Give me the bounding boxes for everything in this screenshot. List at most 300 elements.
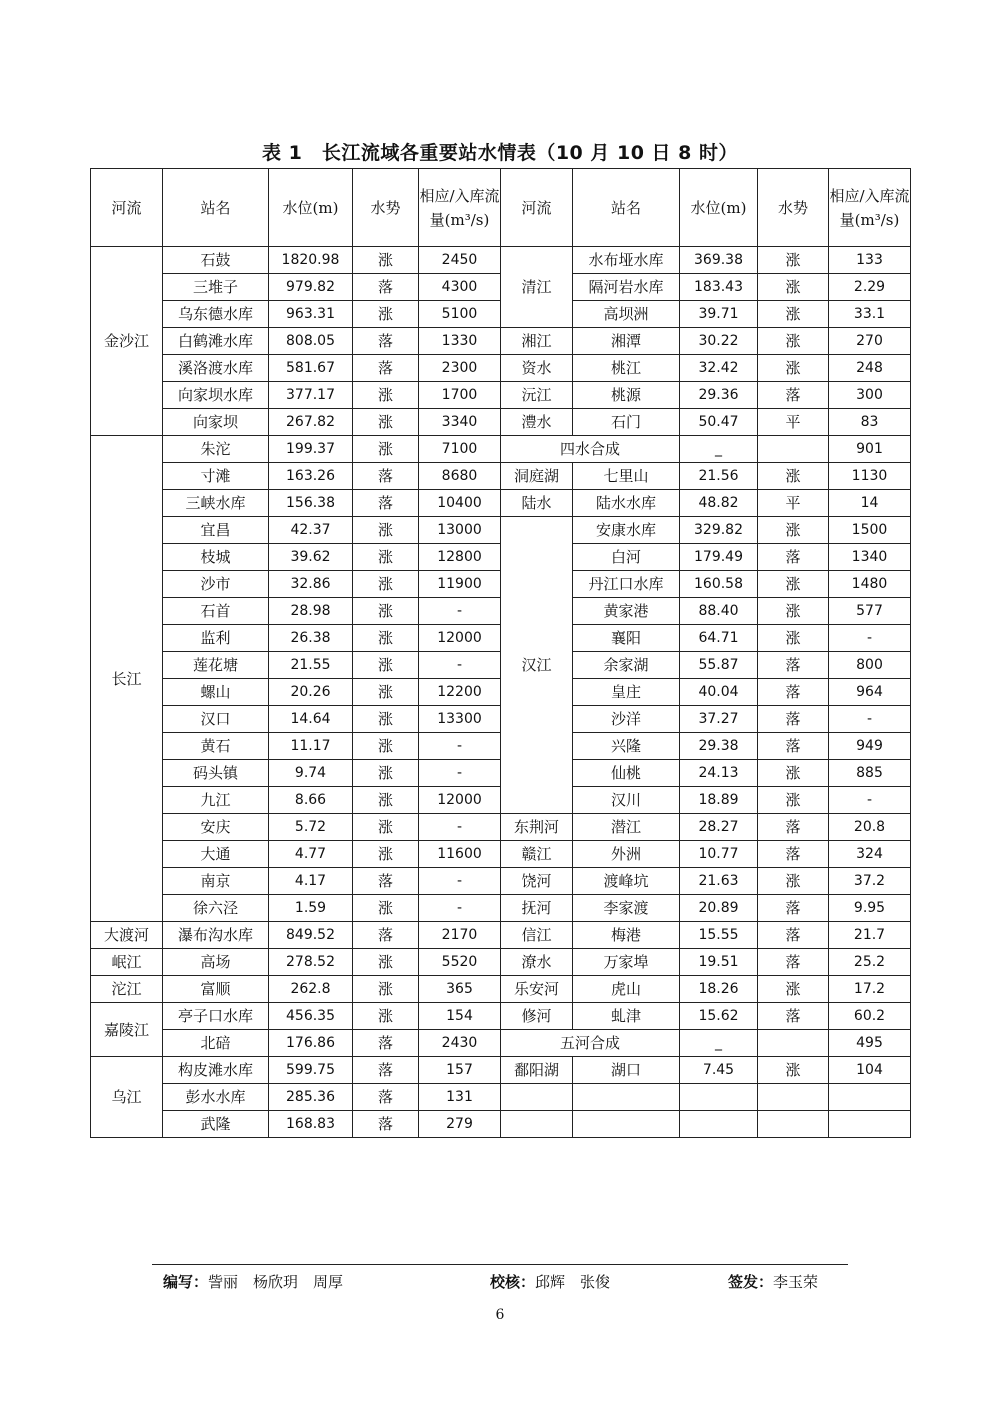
- left-level-cell: 4.77: [269, 841, 353, 868]
- footer-signer: [728, 1271, 818, 1292]
- left-station-cell: 沙市: [163, 571, 269, 598]
- right-flow-cell: 495: [829, 1030, 911, 1057]
- page-number: 6: [495, 1307, 505, 1323]
- left-flow-cell: 3340: [419, 409, 501, 436]
- right-flow-cell: 21.7: [829, 922, 911, 949]
- left-trend-cell: 涨: [353, 679, 419, 706]
- right-river-cell: 陆水: [501, 490, 573, 517]
- left-level-cell: 849.52: [269, 922, 353, 949]
- left-trend-cell: 落: [353, 355, 419, 382]
- check-label: 校核：: [490, 1273, 536, 1291]
- left-station-cell: 彭水水库: [163, 1084, 269, 1111]
- right-level-cell: 15.55: [680, 922, 758, 949]
- right-trend-cell: 涨: [758, 247, 829, 274]
- right-level-cell: 10.77: [680, 841, 758, 868]
- left-level-cell: 176.86: [269, 1030, 353, 1057]
- table-row: [91, 895, 911, 922]
- right-flow-cell: -: [829, 787, 911, 814]
- right-station-cell: 皇庄: [573, 679, 680, 706]
- right-station-cell: 余家湖: [573, 652, 680, 679]
- right-level-cell: 329.82: [680, 517, 758, 544]
- header-cell: 水势: [353, 169, 419, 247]
- left-flow-cell: 2170: [419, 922, 501, 949]
- left-flow-cell: 12000: [419, 625, 501, 652]
- right-level-cell: 48.82: [680, 490, 758, 517]
- right-trend-cell: 落: [758, 544, 829, 571]
- left-level-cell: 28.98: [269, 598, 353, 625]
- table-row: [91, 868, 911, 895]
- right-trend-cell: 落: [758, 679, 829, 706]
- right-level-cell: 29.36: [680, 382, 758, 409]
- left-flow-cell: 13000: [419, 517, 501, 544]
- left-flow-cell: -: [419, 760, 501, 787]
- table-row: [91, 1084, 911, 1111]
- right-station-cell: 湖口: [573, 1057, 680, 1084]
- right-empty-cell: [829, 1084, 911, 1111]
- right-trend-cell: 涨: [758, 328, 829, 355]
- water-regime-table: [90, 168, 911, 1138]
- right-flow-cell: 1480: [829, 571, 911, 598]
- right-flow-cell: 324: [829, 841, 911, 868]
- left-level-cell: 21.55: [269, 652, 353, 679]
- right-level-cell: 55.87: [680, 652, 758, 679]
- right-combined-label-cell: 五河合成: [501, 1030, 680, 1057]
- left-trend-cell: 涨: [353, 625, 419, 652]
- left-station-cell: 大通: [163, 841, 269, 868]
- left-level-cell: 278.52: [269, 949, 353, 976]
- right-station-cell: 石门: [573, 409, 680, 436]
- right-level-cell: 39.71: [680, 301, 758, 328]
- right-river-cell: 潦水: [501, 949, 573, 976]
- header-cell: 河流: [91, 169, 163, 247]
- right-level-cell: 19.51: [680, 949, 758, 976]
- left-trend-cell: 落: [353, 922, 419, 949]
- left-station-cell: 朱沱: [163, 436, 269, 463]
- left-station-cell: 北碚: [163, 1030, 269, 1057]
- right-trend-cell: 涨: [758, 274, 829, 301]
- right-trend-cell: 涨: [758, 760, 829, 787]
- left-station-cell: 富顺: [163, 976, 269, 1003]
- right-level-cell: 29.38: [680, 733, 758, 760]
- left-station-cell: 构皮滩水库: [163, 1057, 269, 1084]
- left-level-cell: 14.64: [269, 706, 353, 733]
- left-trend-cell: 涨: [353, 841, 419, 868]
- left-level-cell: 163.26: [269, 463, 353, 490]
- header-row: [91, 169, 911, 247]
- left-flow-cell: -: [419, 814, 501, 841]
- right-flow-cell: 949: [829, 733, 911, 760]
- left-trend-cell: 涨: [353, 382, 419, 409]
- right-river-cell: 鄱阳湖: [501, 1057, 573, 1084]
- left-trend-cell: 落: [353, 1111, 419, 1138]
- right-station-cell: 桃江: [573, 355, 680, 382]
- footer-writer: [163, 1271, 343, 1292]
- table-row: [91, 949, 911, 976]
- left-flow-cell: 8680: [419, 463, 501, 490]
- left-station-cell: 监利: [163, 625, 269, 652]
- left-river-cell: 长江: [91, 436, 163, 922]
- right-trend-cell: 平: [758, 490, 829, 517]
- table-row: [91, 355, 911, 382]
- left-level-cell: 156.38: [269, 490, 353, 517]
- left-trend-cell: 涨: [353, 517, 419, 544]
- left-level-cell: 8.66: [269, 787, 353, 814]
- right-trend-cell: 落: [758, 1003, 829, 1030]
- left-flow-cell: 12000: [419, 787, 501, 814]
- left-trend-cell: 落: [353, 328, 419, 355]
- right-empty-cell: [758, 1084, 829, 1111]
- right-flow-cell: 964: [829, 679, 911, 706]
- sign-names: 李玉荣: [773, 1273, 819, 1291]
- left-level-cell: 9.74: [269, 760, 353, 787]
- left-trend-cell: 落: [353, 463, 419, 490]
- table-row: [91, 1030, 911, 1057]
- right-flow-cell: 9.95: [829, 895, 911, 922]
- right-station-cell: 潜江: [573, 814, 680, 841]
- right-empty-cell: [501, 1111, 573, 1138]
- table-row: [91, 463, 911, 490]
- right-flow-cell: 83: [829, 409, 911, 436]
- left-flow-cell: -: [419, 733, 501, 760]
- right-level-cell: 21.63: [680, 868, 758, 895]
- left-river-cell: 乌江: [91, 1057, 163, 1138]
- right-flow-cell: 25.2: [829, 949, 911, 976]
- left-flow-cell: 2450: [419, 247, 501, 274]
- right-station-cell: 虎山: [573, 976, 680, 1003]
- header-cell: 水位(m): [680, 169, 758, 247]
- left-station-cell: 螺山: [163, 679, 269, 706]
- table-body: [91, 247, 911, 1138]
- left-trend-cell: 落: [353, 490, 419, 517]
- table-row: [91, 1111, 911, 1138]
- left-flow-cell: 5100: [419, 301, 501, 328]
- right-flow-cell: 2.29: [829, 274, 911, 301]
- left-station-cell: 九江: [163, 787, 269, 814]
- left-trend-cell: 落: [353, 1057, 419, 1084]
- table-title: 表 1 长江流域各重要站水情表（10 月 10 日 8 时）: [261, 142, 738, 164]
- left-flow-cell: -: [419, 598, 501, 625]
- left-station-cell: 武隆: [163, 1111, 269, 1138]
- right-level-cell: 183.43: [680, 274, 758, 301]
- left-station-cell: 向家坝水库: [163, 382, 269, 409]
- left-station-cell: 徐六泾: [163, 895, 269, 922]
- right-flow-cell: 577: [829, 598, 911, 625]
- left-station-cell: 南京: [163, 868, 269, 895]
- table-row: [91, 328, 911, 355]
- right-empty-cell: [573, 1111, 680, 1138]
- left-flow-cell: 7100: [419, 436, 501, 463]
- left-station-cell: 三峡水库: [163, 490, 269, 517]
- right-station-cell: 汉川: [573, 787, 680, 814]
- writer-names: 訾丽 杨欣玥 周厚: [208, 1273, 344, 1291]
- right-trend-cell: 涨: [758, 301, 829, 328]
- right-trend-cell: 落: [758, 814, 829, 841]
- right-station-cell: 湘潭: [573, 328, 680, 355]
- left-station-cell: 三堆子: [163, 274, 269, 301]
- left-trend-cell: 落: [353, 1084, 419, 1111]
- right-trend-cell: 涨: [758, 625, 829, 652]
- right-station-cell: 外洲: [573, 841, 680, 868]
- table-row: [91, 517, 911, 544]
- right-level-cell: 179.49: [680, 544, 758, 571]
- right-flow-cell: 104: [829, 1057, 911, 1084]
- left-level-cell: 963.31: [269, 301, 353, 328]
- left-flow-cell: -: [419, 868, 501, 895]
- left-station-cell: 安庆: [163, 814, 269, 841]
- left-station-cell: 黄石: [163, 733, 269, 760]
- left-trend-cell: 涨: [353, 1003, 419, 1030]
- right-station-cell: 陆水水库: [573, 490, 680, 517]
- table-row: [91, 1057, 911, 1084]
- left-trend-cell: 涨: [353, 787, 419, 814]
- left-trend-cell: 落: [353, 1030, 419, 1057]
- right-trend-cell: 涨: [758, 1057, 829, 1084]
- right-station-cell: 仙桃: [573, 760, 680, 787]
- right-level-cell: 28.27: [680, 814, 758, 841]
- table-row: [91, 922, 911, 949]
- right-river-cell: 洞庭湖: [501, 463, 573, 490]
- left-station-cell: 亭子口水库: [163, 1003, 269, 1030]
- right-river-cell: 赣江: [501, 841, 573, 868]
- right-combined-label-cell: 四水合成: [501, 436, 680, 463]
- table-row: [91, 382, 911, 409]
- right-trend-cell: 落: [758, 922, 829, 949]
- left-trend-cell: 涨: [353, 733, 419, 760]
- right-river-cell: 信江: [501, 922, 573, 949]
- right-flow-cell: 33.1: [829, 301, 911, 328]
- left-trend-cell: 涨: [353, 949, 419, 976]
- left-trend-cell: 涨: [353, 706, 419, 733]
- right-flow-cell: 14: [829, 490, 911, 517]
- right-level-cell: 30.22: [680, 328, 758, 355]
- left-flow-cell: 5520: [419, 949, 501, 976]
- right-station-cell: 襄阳: [573, 625, 680, 652]
- right-station-cell: 隔河岩水库: [573, 274, 680, 301]
- right-station-cell: 高坝洲: [573, 301, 680, 328]
- left-station-cell: 石鼓: [163, 247, 269, 274]
- left-level-cell: 267.82: [269, 409, 353, 436]
- left-station-cell: 白鹤滩水库: [163, 328, 269, 355]
- left-flow-cell: 131: [419, 1084, 501, 1111]
- right-flow-cell: 20.8: [829, 814, 911, 841]
- right-flow-cell: 248: [829, 355, 911, 382]
- right-trend-cell: 涨: [758, 598, 829, 625]
- right-flow-cell: 885: [829, 760, 911, 787]
- left-station-cell: 寸滩: [163, 463, 269, 490]
- right-river-cell: 乐安河: [501, 976, 573, 1003]
- table-row: [91, 1003, 911, 1030]
- right-level-cell: 369.38: [680, 247, 758, 274]
- table-row: [91, 976, 911, 1003]
- right-level-cell: 37.27: [680, 706, 758, 733]
- left-flow-cell: 1700: [419, 382, 501, 409]
- right-empty-cell: [680, 1084, 758, 1111]
- right-flow-cell: 300: [829, 382, 911, 409]
- right-station-cell: 白河: [573, 544, 680, 571]
- right-river-cell: 汉江: [501, 517, 573, 814]
- left-flow-cell: 365: [419, 976, 501, 1003]
- left-flow-cell: 11600: [419, 841, 501, 868]
- right-river-cell: 清江: [501, 247, 573, 328]
- right-river-cell: 抚河: [501, 895, 573, 922]
- writer-label: 编写：: [163, 1273, 209, 1291]
- right-flow-cell: -: [829, 706, 911, 733]
- footer: [163, 1271, 843, 1293]
- right-level-cell: 15.62: [680, 1003, 758, 1030]
- left-river-cell: 嘉陵江: [91, 1003, 163, 1057]
- right-level-cell: _: [680, 436, 758, 463]
- left-trend-cell: 涨: [353, 571, 419, 598]
- right-flow-cell: 1130: [829, 463, 911, 490]
- table-row: [91, 436, 911, 463]
- right-river-cell: 澧水: [501, 409, 573, 436]
- left-level-cell: 581.67: [269, 355, 353, 382]
- right-level-cell: _: [680, 1030, 758, 1057]
- left-trend-cell: 涨: [353, 409, 419, 436]
- left-trend-cell: 涨: [353, 301, 419, 328]
- left-station-cell: 瀑布沟水库: [163, 922, 269, 949]
- left-station-cell: 码头镇: [163, 760, 269, 787]
- left-level-cell: 11.17: [269, 733, 353, 760]
- left-trend-cell: 涨: [353, 760, 419, 787]
- right-level-cell: 7.45: [680, 1057, 758, 1084]
- left-level-cell: 199.37: [269, 436, 353, 463]
- left-flow-cell: 12200: [419, 679, 501, 706]
- left-station-cell: 高场: [163, 949, 269, 976]
- left-trend-cell: 落: [353, 868, 419, 895]
- left-station-cell: 石首: [163, 598, 269, 625]
- left-trend-cell: 涨: [353, 652, 419, 679]
- table-row: [91, 409, 911, 436]
- right-station-cell: 兴隆: [573, 733, 680, 760]
- left-level-cell: 5.72: [269, 814, 353, 841]
- right-station-cell: 梅港: [573, 922, 680, 949]
- left-trend-cell: 涨: [353, 814, 419, 841]
- right-empty-cell: [829, 1111, 911, 1138]
- right-flow-cell: 1340: [829, 544, 911, 571]
- right-trend-cell: 涨: [758, 355, 829, 382]
- right-flow-cell: -: [829, 625, 911, 652]
- left-station-cell: 宜昌: [163, 517, 269, 544]
- right-station-cell: 丹江口水库: [573, 571, 680, 598]
- left-level-cell: 168.83: [269, 1111, 353, 1138]
- right-level-cell: 24.13: [680, 760, 758, 787]
- right-flow-cell: 901: [829, 436, 911, 463]
- right-flow-cell: 37.2: [829, 868, 911, 895]
- left-station-cell: 向家坝: [163, 409, 269, 436]
- footer-checker: [490, 1271, 610, 1292]
- left-flow-cell: 12800: [419, 544, 501, 571]
- check-names: 邱辉 张俊: [535, 1273, 611, 1291]
- left-level-cell: 39.62: [269, 544, 353, 571]
- left-flow-cell: 11900: [419, 571, 501, 598]
- right-level-cell: 40.04: [680, 679, 758, 706]
- left-level-cell: 26.38: [269, 625, 353, 652]
- left-level-cell: 377.17: [269, 382, 353, 409]
- right-river-cell: 资水: [501, 355, 573, 382]
- right-level-cell: 64.71: [680, 625, 758, 652]
- right-flow-cell: 1500: [829, 517, 911, 544]
- sign-label: 签发：: [728, 1273, 774, 1291]
- left-flow-cell: 2300: [419, 355, 501, 382]
- right-trend-cell: 落: [758, 706, 829, 733]
- right-river-cell: 沅江: [501, 382, 573, 409]
- header-cell: 水位(m): [269, 169, 353, 247]
- right-empty-cell: [680, 1111, 758, 1138]
- left-level-cell: 979.82: [269, 274, 353, 301]
- header-cell: 相应/入库流量(m³/s): [829, 169, 911, 247]
- table-row: [91, 814, 911, 841]
- left-flow-cell: 154: [419, 1003, 501, 1030]
- right-station-cell: 虬津: [573, 1003, 680, 1030]
- right-empty-cell: [573, 1084, 680, 1111]
- left-flow-cell: 1330: [419, 328, 501, 355]
- left-station-cell: 枝城: [163, 544, 269, 571]
- right-station-cell: 沙洋: [573, 706, 680, 733]
- right-station-cell: 水布垭水库: [573, 247, 680, 274]
- right-level-cell: 160.58: [680, 571, 758, 598]
- left-station-cell: 溪洛渡水库: [163, 355, 269, 382]
- footer-divider: [152, 1264, 848, 1265]
- right-trend-cell: 涨: [758, 787, 829, 814]
- left-trend-cell: 涨: [353, 544, 419, 571]
- right-trend-cell: 落: [758, 382, 829, 409]
- left-trend-cell: 涨: [353, 598, 419, 625]
- left-station-cell: 汉口: [163, 706, 269, 733]
- right-river-cell: 湘江: [501, 328, 573, 355]
- left-level-cell: 599.75: [269, 1057, 353, 1084]
- left-flow-cell: 279: [419, 1111, 501, 1138]
- left-trend-cell: 涨: [353, 247, 419, 274]
- right-trend-cell: 落: [758, 841, 829, 868]
- right-level-cell: 50.47: [680, 409, 758, 436]
- left-station-cell: 莲花塘: [163, 652, 269, 679]
- right-trend-cell: [758, 1030, 829, 1057]
- right-station-cell: 桃源: [573, 382, 680, 409]
- left-level-cell: 808.05: [269, 328, 353, 355]
- header-cell: 水势: [758, 169, 829, 247]
- left-level-cell: 20.26: [269, 679, 353, 706]
- right-level-cell: 18.26: [680, 976, 758, 1003]
- left-level-cell: 456.35: [269, 1003, 353, 1030]
- right-empty-cell: [501, 1084, 573, 1111]
- left-flow-cell: 2430: [419, 1030, 501, 1057]
- left-trend-cell: 涨: [353, 895, 419, 922]
- right-empty-cell: [758, 1111, 829, 1138]
- right-trend-cell: 涨: [758, 571, 829, 598]
- right-level-cell: 20.89: [680, 895, 758, 922]
- left-flow-cell: 13300: [419, 706, 501, 733]
- right-level-cell: 88.40: [680, 598, 758, 625]
- table-row: [91, 247, 911, 274]
- right-station-cell: 万家埠: [573, 949, 680, 976]
- right-trend-cell: 涨: [758, 517, 829, 544]
- right-river-cell: 饶河: [501, 868, 573, 895]
- right-trend-cell: 涨: [758, 868, 829, 895]
- left-level-cell: 42.37: [269, 517, 353, 544]
- right-trend-cell: 落: [758, 652, 829, 679]
- right-level-cell: 18.89: [680, 787, 758, 814]
- left-river-cell: 岷江: [91, 949, 163, 976]
- right-trend-cell: [758, 436, 829, 463]
- header-cell: 站名: [163, 169, 269, 247]
- header-cell: 站名: [573, 169, 680, 247]
- right-level-cell: 21.56: [680, 463, 758, 490]
- right-river-cell: 修河: [501, 1003, 573, 1030]
- left-trend-cell: 涨: [353, 976, 419, 1003]
- left-flow-cell: 10400: [419, 490, 501, 517]
- header-cell: 相应/入库流量(m³/s): [419, 169, 501, 247]
